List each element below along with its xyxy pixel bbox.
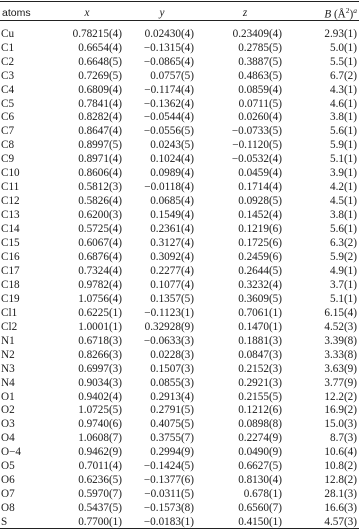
table-row (0, 111, 359, 125)
table-row (0, 502, 359, 516)
cell-atom: O3 (1, 418, 15, 431)
table-row (0, 139, 359, 153)
cell-z: 0.4863(5) (238, 69, 282, 82)
cell-b: 5.1(1) (329, 292, 357, 305)
table-row (0, 279, 359, 293)
cell-atom: C19 (1, 292, 20, 305)
cell-y: 0.1024(4) (150, 153, 194, 166)
cell-atom: C12 (1, 195, 20, 208)
header-atoms: atoms (2, 6, 31, 19)
cell-y: 0.0757(5) (150, 69, 194, 82)
cell-z: 0.0459(4) (238, 167, 282, 180)
cell-x: 0.6876(4) (78, 250, 122, 263)
header-b-footnote: a (353, 6, 357, 15)
table-row (0, 432, 359, 446)
cell-b: 5.9(2) (329, 250, 357, 263)
header-row (0, 3, 359, 23)
cell-y: 0.2913(4) (150, 390, 194, 403)
cell-x: 0.6067(4) (78, 237, 122, 250)
cell-atom: N1 (1, 334, 15, 347)
table-row (0, 391, 359, 405)
table-row (0, 404, 359, 418)
cell-y: −0.1174(4) (144, 83, 194, 96)
cell-atom: C8 (1, 139, 15, 152)
cell-y: 0.3092(4) (150, 250, 194, 263)
table-row (0, 377, 359, 391)
cell-z: 0.6560(7) (238, 502, 282, 515)
table-row (0, 265, 359, 279)
cell-atom: O1 (1, 390, 15, 403)
cell-atom: O5 (1, 460, 15, 473)
table-row (0, 195, 359, 209)
cell-x: 0.5725(4) (78, 223, 122, 236)
cell-b: 5.0(1) (329, 41, 357, 54)
cell-z: −0.1120(5) (232, 139, 282, 152)
cell-b: 28.1(3) (324, 488, 357, 501)
cell-atom: C3 (1, 69, 15, 82)
cell-x: 0.5826(4) (78, 195, 122, 208)
cell-y: 0.3755(7) (150, 432, 194, 445)
cell-y: 0.0989(4) (150, 167, 194, 180)
cell-atom: C4 (1, 83, 15, 96)
cell-y: −0.1315(4) (143, 41, 194, 54)
cell-b: 4.57(3) (324, 516, 357, 529)
cell-b: 4.5(1) (329, 195, 357, 208)
cell-x: 0.5970(7) (78, 488, 122, 501)
cell-z: 0.0898(8) (238, 418, 282, 431)
cell-atom: C5 (1, 97, 15, 110)
cell-x: 0.9402(4) (78, 390, 122, 403)
cell-x: 0.6718(3) (78, 334, 122, 347)
cell-atom: N3 (1, 362, 15, 375)
cell-atom: O8 (1, 502, 15, 515)
cell-y: 0.4075(5) (150, 418, 194, 431)
cell-y: −0.0118(4) (144, 181, 194, 194)
cell-y: −0.1362(4) (143, 97, 194, 110)
cell-z: 0.1219(6) (238, 223, 282, 236)
cell-b: 5.6(1) (329, 223, 357, 236)
table-row (0, 167, 359, 181)
cell-y: −0.0311(5) (144, 488, 194, 501)
cell-z: 0.1212(6) (238, 404, 282, 417)
table-top-rule (0, 1, 359, 2)
cell-y: 0.2277(4) (150, 264, 194, 277)
cell-x: 0.7700(1) (78, 516, 122, 529)
cell-b: 10.6(4) (324, 446, 357, 459)
cell-z: 0.2921(3) (238, 376, 282, 389)
cell-z: 0.23409(4) (232, 27, 282, 40)
cell-atom: Cu (1, 27, 15, 40)
cell-y: −0.0183(1) (143, 516, 194, 529)
cell-x: 0.6225(1) (78, 306, 122, 319)
cell-b: 4.52(3) (324, 320, 357, 333)
cell-b: 6.7(2) (329, 69, 357, 82)
cell-atom: O2 (1, 404, 15, 417)
cell-x: 0.8997(5) (78, 139, 122, 152)
table-row (0, 23, 359, 42)
table-row (0, 516, 359, 530)
cell-b: 4.9(1) (329, 264, 357, 277)
cell-atom: C11 (1, 181, 20, 194)
cell-y: 0.0855(3) (150, 376, 194, 389)
coordinates-table (0, 3, 359, 530)
cell-x: 1.0001(1) (78, 320, 122, 333)
cell-b: 3.39(8) (324, 334, 357, 347)
cell-x: 0.6200(3) (78, 209, 122, 222)
table-row (0, 460, 359, 474)
cell-b: 3.63(9) (324, 362, 357, 375)
cell-y: 0.0228(3) (150, 348, 194, 361)
cell-z: 0.1470(1) (238, 320, 282, 333)
header-z: z (242, 6, 248, 19)
header-y: y (159, 6, 165, 19)
cell-y: 0.0243(5) (150, 139, 194, 152)
table-row (0, 84, 359, 98)
cell-x: 0.8266(3) (78, 348, 122, 361)
cell-z: 0.2459(6) (238, 250, 282, 263)
header-b (292, 3, 359, 23)
cell-atom: C6 (1, 111, 15, 124)
cell-z: 0.1452(4) (238, 209, 282, 222)
table-row (0, 42, 359, 56)
cell-z: 0.3232(4) (238, 278, 282, 291)
cell-y: 0.32928(9) (144, 320, 194, 333)
table-row (0, 335, 359, 349)
cell-z: 0.4150(1) (238, 516, 282, 529)
cell-x: 1.0608(7) (78, 432, 122, 445)
cell-b: 2.93(1) (324, 27, 357, 40)
cell-z: 0.678(1) (243, 488, 282, 501)
table-row (0, 181, 359, 195)
cell-x: 0.5437(5) (78, 502, 122, 515)
cell-y: −0.0556(5) (143, 125, 194, 138)
cell-z: 0.0928(5) (238, 195, 282, 208)
cell-x: 0.8606(4) (78, 167, 122, 180)
cell-x: 0.9782(4) (78, 278, 122, 291)
cell-b: 3.9(1) (329, 167, 357, 180)
cell-x: 0.7841(4) (78, 97, 122, 110)
cell-y: −0.1424(5) (143, 460, 194, 473)
cell-atom: N2 (1, 348, 15, 361)
table-row (0, 251, 359, 265)
table-row (0, 418, 359, 432)
cell-atom: N4 (1, 376, 15, 389)
cell-z: 0.0859(4) (238, 83, 282, 96)
header-x: x (84, 6, 90, 19)
cell-b: 15.0(3) (324, 418, 357, 431)
table-row (0, 209, 359, 223)
cell-atom: C13 (1, 209, 20, 222)
cell-z: 0.2644(5) (238, 264, 282, 277)
cell-z: 0.3887(5) (238, 55, 282, 68)
header-b-unit-sup: 2 (345, 6, 350, 15)
cell-x: 0.6809(4) (78, 83, 122, 96)
cell-b: 5.1(1) (329, 153, 357, 166)
table-row (0, 223, 359, 237)
cell-b: 4.6(1) (329, 97, 357, 110)
cell-atom: C15 (1, 237, 20, 250)
cell-b: 3.8(1) (329, 111, 357, 124)
table-row (0, 474, 359, 488)
cell-x: 0.6236(5) (78, 474, 122, 487)
cell-atom: O6 (1, 474, 15, 487)
cell-y: −0.1573(8) (143, 502, 194, 515)
table-row (0, 321, 359, 335)
cell-z: 0.7061(1) (238, 306, 282, 319)
cell-x: 0.8282(4) (78, 111, 122, 124)
cell-b: 12.2(2) (324, 390, 357, 403)
cell-z: −0.0532(4) (231, 153, 282, 166)
cell-b: 6.3(2) (329, 237, 357, 250)
table-row (0, 56, 359, 70)
table-row (0, 237, 359, 251)
cell-b: 5.9(1) (329, 139, 357, 152)
cell-x: 1.0725(5) (78, 404, 122, 417)
table-header (0, 3, 359, 23)
table-row (0, 488, 359, 502)
cell-b: 4.2(1) (329, 181, 357, 194)
cell-z: 0.1725(6) (238, 237, 282, 250)
cell-z: 0.3609(5) (238, 292, 282, 305)
header-b-unit: (Å (333, 8, 346, 21)
cell-atom: C1 (1, 41, 15, 54)
cell-atom: C17 (1, 264, 20, 277)
cell-atom: O−4 (1, 446, 21, 459)
cell-z: 0.1881(3) (238, 334, 282, 347)
table-row (0, 363, 359, 377)
cell-b: 5.6(1) (329, 125, 357, 138)
cell-x: 0.7269(5) (78, 69, 122, 82)
cell-z: 0.0847(3) (238, 348, 282, 361)
cell-b: 10.8(2) (324, 460, 357, 473)
cell-y: 0.1357(5) (150, 292, 194, 305)
table-row (0, 125, 359, 139)
cell-atom: Cl1 (1, 306, 18, 319)
cell-y: −0.1377(6) (143, 474, 194, 487)
cell-x: 0.9740(6) (78, 418, 122, 431)
cell-y: −0.1123(1) (144, 306, 194, 319)
cell-z: 0.0711(5) (238, 97, 282, 110)
cell-atom: O4 (1, 432, 15, 445)
cell-b: 16.6(3) (324, 502, 357, 515)
cell-y: −0.0865(4) (143, 55, 194, 68)
cell-atom: C16 (1, 250, 20, 263)
cell-atom: C14 (1, 223, 20, 236)
cell-atom: C18 (1, 278, 20, 291)
cell-atom: C9 (1, 153, 15, 166)
cell-b: 16.9(2) (324, 404, 357, 417)
cell-x: 0.6648(5) (78, 55, 122, 68)
cell-x: 0.7324(4) (78, 264, 122, 277)
cell-x: 1.0756(4) (78, 292, 122, 305)
cell-atom: O7 (1, 488, 15, 501)
cell-z: 0.0490(9) (238, 446, 282, 459)
cell-x: 0.78215(4) (72, 27, 122, 40)
cell-z: 0.1714(4) (238, 181, 282, 194)
cell-y: 0.1077(4) (150, 278, 194, 291)
cell-y: 0.2361(4) (150, 223, 194, 236)
cell-y: −0.0544(4) (143, 111, 194, 124)
cell-x: 0.8647(4) (78, 125, 122, 138)
cell-atom: C2 (1, 55, 15, 68)
header-b-close: ) (349, 8, 354, 21)
cell-b: 12.8(2) (324, 474, 357, 487)
table-row (0, 293, 359, 307)
table-row (0, 446, 359, 460)
cell-z: 0.6627(5) (238, 460, 282, 473)
cell-z: 0.2155(5) (238, 390, 282, 403)
table-row (0, 349, 359, 363)
cell-atom: C7 (1, 125, 15, 138)
cell-y: 0.2791(5) (150, 404, 194, 417)
cell-z: 0.2785(5) (238, 41, 282, 54)
cell-z: 0.2274(9) (238, 432, 282, 445)
table-row (0, 153, 359, 167)
table-row (0, 70, 359, 84)
cell-z: 0.2152(3) (238, 362, 282, 375)
cell-atom: C10 (1, 167, 20, 180)
table-body (0, 23, 359, 530)
cell-x: 0.7011(4) (78, 460, 122, 473)
cell-b: 3.77(9) (324, 376, 357, 389)
cell-atom: S (1, 516, 8, 529)
cell-b: 3.7(1) (329, 278, 357, 291)
cell-y: 0.3127(4) (150, 237, 194, 250)
cell-b: 4.3(1) (329, 83, 357, 96)
cell-atom: Cl2 (1, 320, 18, 333)
cell-y: 0.1507(3) (150, 362, 194, 375)
table-row (0, 98, 359, 112)
cell-x: 0.6997(3) (78, 362, 122, 375)
cell-x: 0.8971(4) (78, 153, 122, 166)
cell-b: 3.33(8) (324, 348, 357, 361)
cell-b: 3.8(1) (329, 209, 357, 222)
cell-x: 0.6654(4) (78, 41, 122, 54)
cell-x: 0.5812(3) (78, 181, 122, 194)
cell-y: 0.1549(4) (150, 209, 194, 222)
cell-x: 0.9034(3) (78, 376, 122, 389)
cell-z: 0.0260(4) (238, 111, 282, 124)
cell-y: −0.0633(3) (143, 334, 194, 347)
cell-y: 0.2994(9) (150, 446, 194, 459)
cell-b: 6.15(4) (324, 306, 357, 319)
header-b-symbol: B (324, 8, 332, 21)
cell-x: 0.9462(9) (78, 446, 122, 459)
cell-y: 0.02430(4) (144, 27, 194, 40)
table-row (0, 307, 359, 321)
cell-b: 8.7(3) (329, 432, 357, 445)
cell-z: 0.8130(4) (238, 474, 282, 487)
cell-b: 5.5(1) (329, 55, 357, 68)
cell-z: −0.0733(5) (231, 125, 282, 138)
cell-y: 0.0685(4) (150, 195, 194, 208)
